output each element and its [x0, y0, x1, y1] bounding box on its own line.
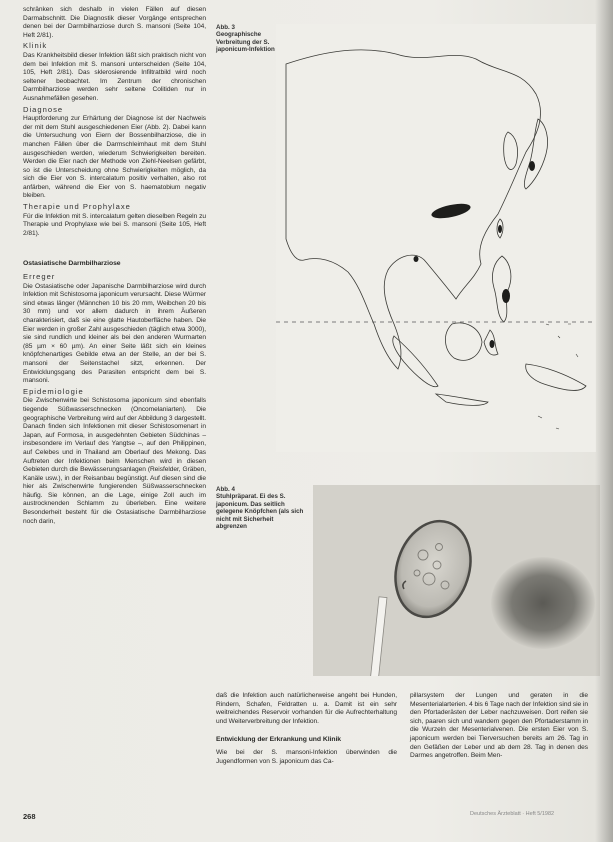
intro-paragraph: schränken sich deshalb in vielen Fällen auf diesen Darmabschnitt. Die Diagnostik dieser Vorgänge entsprechen denen bei der Darmbilharziose durch S. mansoni (Seite 104, Heft 2/81).	[23, 6, 206, 39]
asian-mainland-outline	[286, 50, 541, 369]
map-caption	[216, 24, 278, 54]
micrograph-svg	[313, 485, 600, 676]
right-paragraph: pillarsystem der Lungen und geraten in die Mesenterialarterien. 4 bis 6 Tage nach der Infektion sind sie in den Pfortaderästen der Leber nachzuweisen. Dort reifen sie sich, paaren sich und wandern gegen den Pfortaderstamm in die Wurzeln der Mesenterialvenen. Die ersten Eier von S. japonicum werden bei Tierversuchen bereits am 26. Tag in den Gefäßen der Leber und ab dem 28. Tag in denen des Darmes angetroffen. Beim Men-	[410, 692, 588, 760]
philippines-outline	[492, 256, 510, 322]
java-outline	[436, 394, 488, 405]
erreger-paragraph: Die Ostasiatische oder Japanische Darmbilharziose wird durch Infektion mit Schistosoma japonicum verursacht. Diese Würmer sind etwas länger (Männchen 10 bis 20 mm, Weibchen 20 bis 30 mm) und vor allem dadurch in ihrem Äußeren charakterisiert, daß sie eine glatte Hautoberfläche haben. Die Eier werden in großer Zahl ausgeschieden (täglich etwa 3000), sie sind rundlich und kleiner als bei den anderen Wurmarten (85 µm × 60 µm). An einer Seite läßt sich ein kleines knöpfchenartiges Gebilde etwa an der Stelle, an der bei S. mansoni der Seitenstachel sitzt, erkennen. Der Entwicklungsgang des Parasiten entspricht dem bei S. mansoni.	[23, 282, 206, 385]
korea-outline	[504, 132, 518, 170]
therapie-heading: Therapie und Prophylaxe	[23, 202, 131, 212]
diagnose-heading: Diagnose	[23, 104, 64, 114]
epidemiologie-paragraph: Die Zwischenwirte bei Schistosoma japonicum sind ebenfalls tiegende Süßwasserschnecken (Oncomelaniarten). Die geographische Verbreitung wird auf der Abbildung 3 dargestellt. Danach finden sich Infektionen mit dieser Schistosomenart in Japan, auf Formosa, in ausgedehnten Gebieten Südchinas – insbesondere im Verlauf des Yangtse –, auf den Philippinen, auf Celebes und in Thailand am Oberlauf des Mekong. Das Auftreten der Infektionen beim Menschen wird in diesen Gebieten durch die Bewässerungsanlagen (Reisfelder, Gräben, Kanäle usw.), in der Reisanbau begünstigt. Auf diesen sind die hier als Zwischenwirte fungierenden Süßwasserschnecken häufig. Sie können, an die Lage, einige Zoll auch im austrocknenden Schlamm zu überleben. Eine weitere Besonderheit besteht für die Ostasiatische Darmbilharziose noch darin,	[23, 397, 206, 525]
japan-outline	[524, 119, 547, 189]
borneo-outline	[445, 323, 482, 360]
left-column	[23, 6, 206, 526]
asia-map-svg	[276, 24, 596, 452]
klinik-paragraph: Das Krankheitsbild dieser Infektion läßt sich praktisch nicht von dem bei Infektion mit S. mansoni unterscheiden (Seite 104, 105, Heft 2/81). Das sklerosierende Infiltratbild wird noch seltener beobachtet. Im Zentrum der chronischen Darmbilharziose werden sehr seltene Colitiden nur in Ausnahmefällen gesehen.	[23, 51, 206, 102]
entwicklung-heading: Entwicklung der Erkrankung und Klinik	[216, 736, 342, 744]
klinik-heading: Klinik	[23, 41, 48, 51]
middle-paragraph: daß die Infektion auch natürlicherweise angeht bei Hunden, Rindern, Schafen, Feldratten u. a. Damit ist ein sehr weitreichendes Reservoir vorhanden für die Aufrechterhaltung und Weiterverbreitung der Infektion.	[216, 692, 397, 725]
celebes-infection-area	[490, 340, 495, 348]
entwicklung-paragraph: Wie bei der S. mansoni-Infektion überwinden die Jugendformen von S. japonicum das Ca-	[216, 748, 397, 765]
taiwan-infection-area	[498, 225, 502, 233]
photo-caption	[216, 486, 304, 530]
dark-debris-blob	[491, 557, 595, 649]
pacific-islands	[538, 324, 578, 429]
diagnose-paragraph: Hauptforderung zur Erhärtung der Diagnose ist der Nachweis der mit dem Stuhl ausgeschiedenen Eier (Abb. 2). Dabei kann die Untersuchung von Eiern der Bossenbilharziose, die in manchen Fällen über die Darmschleimhaut mit dem Stuhl ausgeschieden werden, wiederum Schwierigkeiten bereiten. Werden die Eier nach der Methode von Ziehl-Neelsen gefärbt, so ist die Unterscheidung ohne Schwierigkeiten möglich, da sich die Eier von S. intercalatum positiv verhalten, also rot anfärben, während die Eier von S. haematobium negativ bleiben.	[23, 115, 206, 200]
map-caption-text: Geographische Verbreitung der S. japonicum-Infektion	[216, 31, 275, 54]
photo-caption-label: Abb. 4	[216, 486, 235, 493]
therapie-paragraph: Für die Infektion mit S. intercalatum gelten dieselben Regeln zu Therapie und Prophylaxe wie bei S. mansoni (Seite 105, Heft 2/81).	[23, 212, 206, 237]
mekong-infection-area	[414, 256, 419, 262]
right-column	[410, 692, 588, 761]
middle-column	[216, 692, 397, 766]
page-edge-shadow	[595, 0, 613, 842]
new-guinea-outline	[526, 364, 586, 390]
ostasiatische-heading: Ostasiatische Darmbilharziose	[23, 260, 121, 268]
yangtse-infection-area	[430, 201, 472, 221]
japan-infection-area	[529, 161, 535, 171]
footer-journal: Deutsches Ärzteblatt · Heft 5/1982	[470, 811, 555, 817]
asia-map-figure	[276, 24, 596, 452]
egg-micrograph	[313, 485, 600, 676]
epidemiologie-heading: Epidemiologie	[23, 386, 84, 396]
erreger-heading: Erreger	[23, 272, 56, 282]
philippines-infection-area	[502, 289, 510, 303]
sumatra-outline	[393, 336, 438, 387]
page-number: 268	[23, 812, 36, 821]
map-caption-label: Abb. 3	[216, 24, 235, 31]
photo-caption-text: Stuhlpräparat. Ei des S. japonicum. Das seitlich gelegene Knöpfchen (als sich nicht mit Sicherheit abgrenzen	[216, 493, 304, 531]
